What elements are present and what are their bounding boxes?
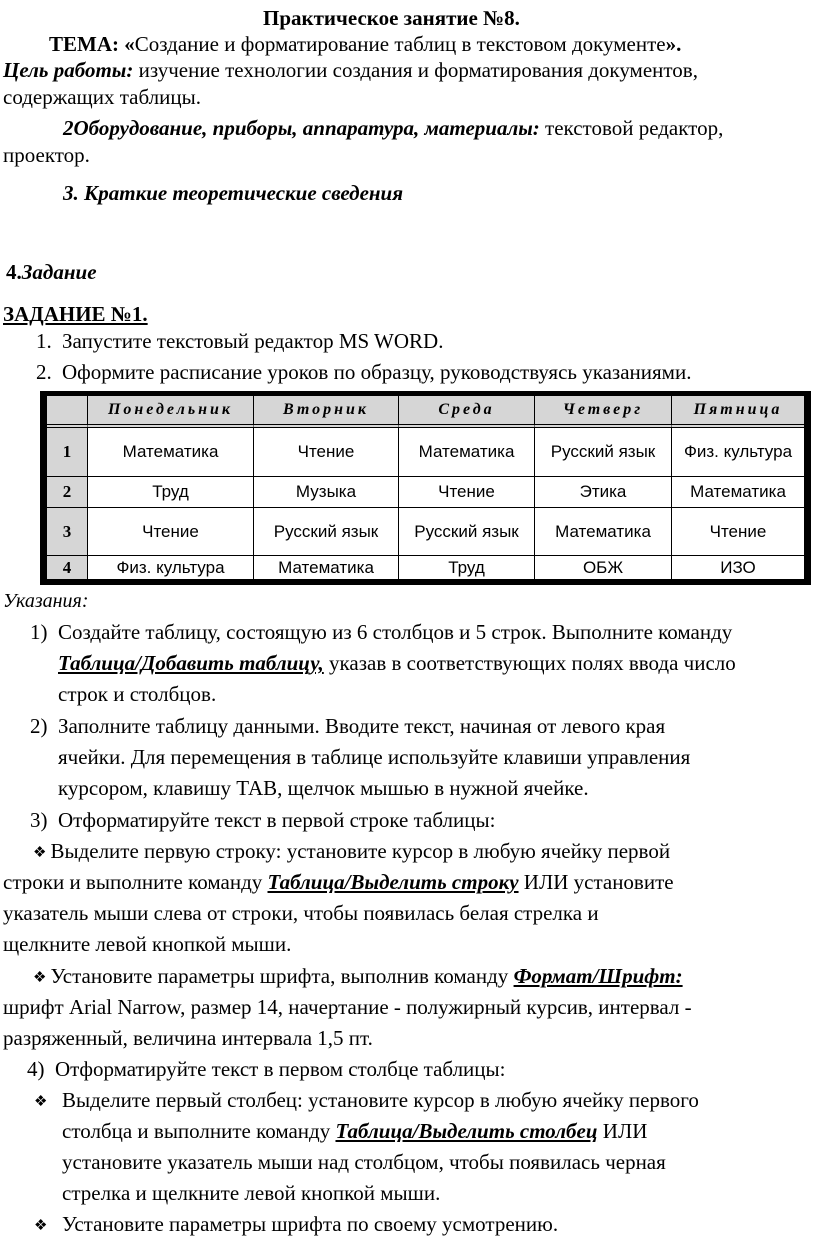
step-1	[36, 329, 444, 354]
step-2-num: 2.	[36, 360, 52, 384]
instr-1-text-1: Создайте таблицу, состоящую из 6 столбцов и 5 строк. Выполните команду	[58, 620, 733, 644]
bullet-3-command: Таблица/Выделить столбец	[335, 1119, 598, 1143]
table-cell: Чтение	[88, 508, 254, 556]
equipment-line-2: проектор.	[3, 143, 90, 167]
task-heading	[6, 260, 97, 285]
instr-3-line-1	[30, 808, 496, 833]
goal-text-1: изучение технологии создания и форматирования документов,	[133, 58, 698, 82]
diamond-bullet-icon: ❖	[33, 970, 47, 986]
table-row	[47, 556, 804, 579]
row-number: 4	[47, 556, 88, 579]
equipment-label: 2Оборудование, приборы, аппаратура, материалы:	[63, 116, 540, 140]
bullet-1-line-4: щелкните левой кнопкой мыши.	[3, 932, 292, 956]
step-2	[36, 360, 692, 385]
table-cell: Физ. культура	[88, 556, 254, 579]
topic-line	[49, 32, 681, 57]
instr-1-command: Таблица/Добавить таблицу,	[58, 651, 324, 675]
topic-close: ».	[665, 32, 682, 56]
table-cell: Музыка	[254, 477, 399, 508]
step-1-text: Запустите текстовый редактор MS WORD.	[62, 329, 444, 353]
bullet-3-text-2a: столбца и выполните команду	[62, 1119, 336, 1143]
header-cell-monday: Понедельник	[88, 396, 254, 428]
header-cell-corner	[47, 396, 88, 428]
bullet-2-line-1	[33, 964, 683, 989]
header-cell-tuesday: Вторник	[254, 396, 399, 428]
table-header-row	[47, 396, 804, 428]
instr-1-text-2: указав в соответствующих полях ввода число	[323, 651, 736, 675]
table-row	[47, 428, 804, 477]
bullet-4-text-1: Установите параметры шрифта по своему усмотрению.	[62, 1212, 559, 1236]
table-cell: Труд	[88, 477, 254, 508]
instr-1-line-2	[58, 651, 736, 676]
table-cell: ОБЖ	[535, 556, 672, 579]
header-cell-wednesday: Среда	[399, 396, 535, 428]
goal-label: Цель работы:	[3, 58, 134, 82]
table-cell: ИЗО	[720, 557, 756, 577]
row-number: 3	[47, 508, 88, 556]
table-cell: Русский язык	[399, 508, 535, 556]
bullet-3-line-2	[62, 1119, 647, 1144]
instr-4-text-1: Отформатируйте текст в первом столбце таблицы:	[55, 1057, 506, 1081]
instr-2-text-1: Заполните таблицу данными. Вводите текст, начиная от левого края	[58, 714, 666, 738]
diamond-bullet-icon: ❖	[34, 1218, 48, 1234]
header-cell-thursday: Четверг	[535, 396, 672, 428]
instr-4-line-1	[27, 1057, 506, 1082]
table-cell: Чтение	[254, 428, 399, 477]
instr-3-text-1: Отформатируйте текст в первой строке таблицы:	[58, 808, 496, 832]
page-title: Практическое занятие №8.	[263, 6, 520, 30]
bullet-3-text-2b: ИЛИ	[597, 1119, 648, 1143]
table-cell: Математика	[672, 477, 804, 508]
schedule-table	[47, 396, 804, 579]
table-cell: Математика	[254, 556, 399, 579]
goal-line-2: содержащих таблицы.	[3, 85, 201, 109]
assignment-title: ЗАДАНИЕ №1.	[3, 302, 148, 326]
bullet-3-text-1: Выделите первый столбец: установите курсор в любую ячейку первого	[62, 1088, 699, 1112]
bullet-3-line-4: стрелка и щелкните левой кнопкой мыши.	[62, 1181, 441, 1205]
topic-label: ТЕМА: «	[49, 32, 135, 56]
table-cell: Чтение	[672, 508, 804, 556]
task-num: 4.	[6, 260, 22, 284]
diamond-bullet-icon: ❖	[33, 845, 47, 861]
goal-line-1	[3, 58, 698, 83]
instr-1-num: 1)	[30, 620, 48, 644]
bullet-1-line-3: указатель мыши слева от строки, чтобы появилась белая стрелка и	[3, 901, 599, 925]
equipment-text-1: текстовой редактор,	[539, 116, 724, 140]
instr-2-line-3: курсором, клавишу ТАВ, щелчок мышью в нужной ячейке.	[58, 776, 589, 800]
table-row	[47, 508, 804, 556]
table-cell: Русский язык	[535, 428, 672, 477]
table-cell: Математика	[399, 428, 535, 477]
table-row	[47, 477, 804, 508]
bullet-4-line-1	[34, 1212, 559, 1237]
topic-text: Создание и форматирование таблиц в текстовом документе	[134, 32, 666, 56]
table-cell: Этика	[535, 477, 672, 508]
bullet-1-text-1: Выделите первую строку: установите курсор в любую ячейку первой	[50, 839, 671, 863]
bullet-2-text-1: Установите параметры шрифта, выполнив команду	[50, 964, 514, 988]
table-cell: Чтение	[399, 477, 535, 508]
equipment-line-1	[63, 116, 723, 141]
row-number: 1	[47, 428, 88, 477]
step-1-num: 1.	[36, 329, 52, 353]
bullet-1-text-2b: ИЛИ установите	[518, 870, 674, 894]
table-cell: Физ. культура	[672, 428, 804, 477]
schedule-table-frame	[40, 391, 811, 585]
table-cell: Русский язык	[254, 508, 399, 556]
bullet-1-line-1	[33, 839, 670, 864]
theory-heading: 3. Краткие теоретические сведения	[63, 181, 404, 205]
bullet-3-line-3: установите указатель мыши над столбцом, чтобы появилась черная	[62, 1150, 666, 1174]
instr-2-line-2: ячейки. Для перемещения в таблице используйте клавиши управления	[58, 745, 691, 769]
instr-1-line-1	[30, 620, 733, 645]
table-cell: Труд	[399, 556, 535, 579]
table-cell: Математика	[535, 508, 672, 556]
instr-3-num: 3)	[30, 808, 48, 832]
instr-2-line-1	[30, 714, 666, 739]
bullet-3-line-1	[34, 1088, 699, 1113]
bullet-2-line-3: разряженный, величина интервала 1,5 пт.	[3, 1026, 373, 1050]
instr-1-line-3: строк и столбцов.	[58, 682, 217, 706]
table-cell: Математика	[88, 428, 254, 477]
bullet-1-command: Таблица/Выделить строку	[267, 870, 519, 894]
task-label: Задание	[21, 260, 97, 284]
header-cell-friday: Пятница	[672, 396, 804, 428]
row-number: 2	[47, 477, 88, 508]
bullet-1-text-2a: строки и выполните команду	[3, 870, 268, 894]
instr-2-num: 2)	[30, 714, 48, 738]
instr-4-num: 4)	[27, 1057, 45, 1081]
diamond-bullet-icon: ❖	[34, 1094, 48, 1110]
bullet-1-line-2	[3, 870, 674, 895]
bullet-2-line-2: шрифт Arial Narrow, размер 14, начертание - полужирный курсив, интервал -	[3, 995, 692, 1019]
step-2-text: Оформите расписание уроков по образцу, руководствуясь указаниями.	[62, 360, 692, 384]
instructions-label: Указания:	[3, 590, 89, 612]
bullet-2-command: Формат/Шрифт:	[513, 964, 683, 988]
